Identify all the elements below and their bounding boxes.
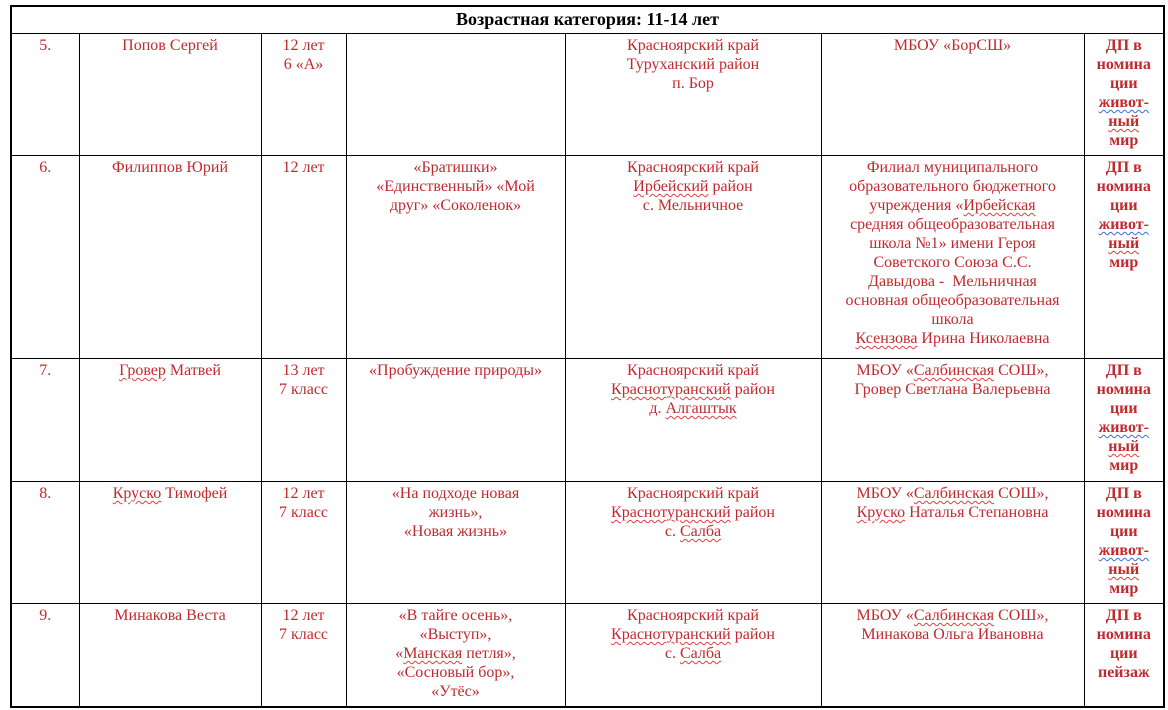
cell-line	[14, 36, 77, 55]
participants-table	[10, 5, 1165, 708]
spellcheck-red-squiggle: ный	[1108, 438, 1140, 455]
cell-line	[1087, 380, 1162, 399]
cell-line	[1087, 522, 1162, 541]
text-segment: «На подходе новая	[391, 485, 520, 502]
spellcheck-red-squiggle: Салбинская	[913, 607, 995, 624]
cell-works	[346, 359, 565, 482]
document-page	[10, 5, 1165, 708]
cell-number	[11, 604, 79, 707]
text-segment: «Сосновый бор»,	[396, 664, 515, 681]
text-segment: с.	[664, 645, 680, 662]
table-row	[11, 604, 1164, 707]
cell-line	[824, 215, 1082, 234]
cell-school	[821, 34, 1084, 156]
text-segment: 9.	[39, 607, 52, 624]
cell-line	[1087, 112, 1162, 131]
cell-name	[79, 156, 261, 359]
text-segment: 7 класс	[278, 626, 329, 643]
text-segment: МБОУ «	[856, 607, 914, 624]
cell-line	[82, 484, 259, 503]
cell-line	[82, 361, 259, 380]
text-segment: номина	[1096, 626, 1151, 643]
cell-line	[82, 36, 259, 55]
text-segment: ции	[1109, 645, 1138, 662]
cell-line	[824, 36, 1082, 55]
cell-line	[1087, 215, 1162, 234]
table-body	[11, 34, 1164, 707]
cell-line	[568, 158, 819, 177]
spellcheck-red-squiggle: Краснотуранский	[611, 504, 731, 521]
cell-line	[824, 329, 1082, 348]
spellcheck-blue-squiggle: живот-	[1098, 542, 1149, 559]
cell-line	[1087, 361, 1162, 380]
cell-line	[264, 625, 344, 644]
age-category-header: Возрастная категория: 11-14 лет	[11, 6, 1164, 34]
cell-number	[11, 359, 79, 482]
cell-line	[1087, 158, 1162, 177]
cell-award	[1084, 156, 1164, 359]
cell-line	[264, 55, 344, 74]
text-segment: Красноярский край	[627, 485, 759, 502]
text-segment: мир	[1109, 254, 1139, 271]
spellcheck-red-squiggle: Ксензова	[855, 330, 918, 347]
cell-line	[349, 361, 563, 380]
cell-line	[1087, 579, 1162, 598]
cell-line	[568, 177, 819, 196]
text-segment: «Пробуждение природы»	[369, 362, 542, 379]
text-segment: 12 лет	[282, 485, 325, 502]
cell-territory	[565, 359, 821, 482]
text-segment: ДП в	[1105, 485, 1142, 502]
cell-territory	[565, 482, 821, 604]
text-segment: 7 класс	[278, 504, 329, 521]
cell-line	[824, 291, 1082, 310]
cell-line	[1087, 456, 1162, 475]
text-segment: образовательного бюджетного	[849, 178, 1056, 195]
cell-number	[11, 482, 79, 604]
spellcheck-red-squiggle: ный	[1108, 561, 1140, 578]
text-segment: Красноярский край	[627, 607, 759, 624]
cell-line	[1087, 93, 1162, 112]
cell-line	[824, 503, 1082, 522]
text-segment: мир	[1109, 132, 1139, 149]
cell-line	[568, 522, 819, 541]
cell-line	[14, 361, 77, 380]
text-segment: ДП в	[1105, 362, 1142, 379]
spellcheck-red-squiggle: Гровер	[119, 362, 166, 379]
text-segment: Филиппов Юрий	[112, 159, 228, 176]
cell-line	[1087, 177, 1162, 196]
text-segment: Наталья Степановна	[905, 504, 1049, 521]
cell-line	[14, 484, 77, 503]
text-segment: 5.	[39, 37, 52, 54]
text-segment: «Единственный» «Мой	[376, 178, 535, 195]
text-segment: мир	[1109, 580, 1139, 597]
text-segment: МБОУ «	[856, 362, 914, 379]
text-segment: СОШ»,	[994, 607, 1049, 624]
text-segment: «Выступ»,	[419, 626, 492, 643]
cell-line	[568, 484, 819, 503]
cell-line	[264, 380, 344, 399]
text-segment: 8.	[39, 485, 52, 502]
cell-line	[349, 158, 563, 177]
cell-award	[1084, 34, 1164, 156]
text-segment: ции	[1109, 197, 1138, 214]
cell-age-class	[261, 359, 346, 482]
cell-territory	[565, 34, 821, 156]
text-segment: ции	[1109, 523, 1138, 540]
text-segment: 13 лет	[282, 362, 325, 379]
cell-line	[824, 234, 1082, 253]
text-segment: номина	[1096, 381, 1151, 398]
text-segment: средняя общеобразовательная	[850, 216, 1055, 233]
spellcheck-blue-squiggle: живот-	[1098, 94, 1149, 111]
text-segment: Советского Союза С.С.	[873, 254, 1032, 271]
text-segment: СОШ»,	[994, 485, 1049, 502]
cell-territory	[565, 156, 821, 359]
cell-works	[346, 482, 565, 604]
cell-line	[1087, 418, 1162, 437]
spellcheck-red-squiggle: Салба	[679, 645, 722, 662]
spellcheck-red-squiggle: Краснотуранский	[611, 381, 731, 398]
text-segment: район	[730, 626, 775, 643]
text-segment: Минакова Ольга Ивановна	[861, 626, 1044, 643]
cell-line	[568, 361, 819, 380]
cell-line	[349, 196, 563, 215]
cell-line	[1087, 74, 1162, 93]
text-segment: «В тайге осень»,	[398, 607, 513, 624]
cell-line	[824, 253, 1082, 272]
cell-line	[824, 380, 1082, 399]
cell-line	[264, 36, 344, 55]
text-segment: Попов Сергей	[122, 37, 218, 54]
cell-line	[1087, 253, 1162, 272]
text-segment: с. Мельничное	[642, 197, 744, 214]
text-segment: ДП в	[1105, 159, 1142, 176]
text-segment: Красноярский край	[627, 362, 759, 379]
spellcheck-red-squiggle: Ирбейский	[633, 178, 709, 195]
text-segment: Филиал муниципального	[866, 159, 1039, 176]
cell-name	[79, 604, 261, 707]
text-segment: «Утёс»	[431, 683, 480, 700]
text-segment: основная общеобразовательная	[845, 292, 1060, 309]
text-segment: МБОУ «	[856, 485, 914, 502]
table-header-row	[11, 6, 1164, 34]
text-segment: ДП в	[1105, 607, 1142, 624]
cell-line	[824, 158, 1082, 177]
cell-line	[349, 606, 563, 625]
text-segment: петля»,	[462, 645, 516, 662]
spellcheck-red-squiggle: Круско	[856, 504, 906, 521]
cell-age-class	[261, 34, 346, 156]
cell-line	[14, 158, 77, 177]
spellcheck-red-squiggle: ный	[1108, 113, 1140, 130]
text-segment: Давыдова - Мельничная	[868, 273, 1037, 290]
spellcheck-blue-squiggle: живот-	[1098, 419, 1149, 436]
cell-number	[11, 34, 79, 156]
cell-line	[1087, 541, 1162, 560]
text-segment: номина	[1096, 178, 1151, 195]
cell-line	[82, 158, 259, 177]
cell-age-class	[261, 482, 346, 604]
cell-line	[1087, 36, 1162, 55]
cell-works	[346, 156, 565, 359]
cell-line	[1087, 234, 1162, 253]
text-segment: Красноярский край	[627, 37, 759, 54]
cell-line	[568, 503, 819, 522]
cell-school	[821, 359, 1084, 482]
cell-name	[79, 482, 261, 604]
cell-line	[264, 606, 344, 625]
cell-line	[1087, 503, 1162, 522]
text-segment: 6 «А»	[283, 56, 324, 73]
text-segment: п. Бор	[672, 75, 714, 92]
cell-line	[568, 74, 819, 93]
text-segment: Ирина Николаевна	[917, 330, 1050, 347]
cell-line	[1087, 484, 1162, 503]
cell-line	[568, 606, 819, 625]
text-segment: мир	[1109, 457, 1139, 474]
cell-line	[1087, 606, 1162, 625]
text-segment: 7 класс	[278, 381, 329, 398]
text-segment: Минакова Веста	[114, 607, 226, 624]
text-segment: учреждения «	[869, 197, 964, 214]
text-segment: друг» «Соколенок»	[389, 197, 522, 214]
cell-line	[824, 272, 1082, 291]
text-segment: школа	[931, 311, 974, 328]
text-segment: «Братишки»	[413, 159, 498, 176]
text-segment: район	[708, 178, 753, 195]
cell-school	[821, 604, 1084, 707]
cell-line	[824, 310, 1082, 329]
spellcheck-red-squiggle: Салбинская	[913, 485, 995, 502]
cell-award	[1084, 604, 1164, 707]
text-segment: д.	[649, 400, 666, 417]
text-segment: номина	[1096, 504, 1151, 521]
cell-name	[79, 34, 261, 156]
text-segment: 12 лет	[282, 37, 325, 54]
cell-line	[568, 36, 819, 55]
spellcheck-blue-squiggle: живот-	[1098, 216, 1149, 233]
cell-line	[1087, 560, 1162, 579]
cell-line	[349, 682, 563, 701]
cell-line	[349, 503, 563, 522]
cell-line	[1087, 55, 1162, 74]
cell-line	[568, 380, 819, 399]
text-segment: Гровер Светлана Валерьевна	[854, 381, 1051, 398]
text-segment: 7.	[39, 362, 52, 379]
cell-age-class	[261, 604, 346, 707]
spellcheck-red-squiggle: ный	[1108, 235, 1140, 252]
spellcheck-red-squiggle: Алгаштык	[665, 400, 737, 417]
text-segment: с.	[664, 523, 680, 540]
cell-line	[1087, 196, 1162, 215]
cell-works	[346, 604, 565, 707]
text-segment: номина	[1096, 56, 1151, 73]
text-segment: район	[730, 504, 775, 521]
cell-line	[349, 522, 563, 541]
cell-line	[1087, 644, 1162, 663]
spellcheck-red-squiggle: Салба	[679, 523, 722, 540]
cell-line	[264, 484, 344, 503]
cell-number	[11, 156, 79, 359]
text-segment: пейзаж	[1097, 664, 1150, 681]
cell-line	[1087, 437, 1162, 456]
cell-line	[568, 196, 819, 215]
table-row	[11, 156, 1164, 359]
cell-name	[79, 359, 261, 482]
cell-line	[568, 625, 819, 644]
cell-line	[568, 55, 819, 74]
text-segment: Туруханский район	[626, 56, 760, 73]
text-segment: «	[395, 645, 404, 662]
text-segment: Матвей	[165, 362, 221, 379]
cell-line	[349, 177, 563, 196]
table-row	[11, 359, 1164, 482]
cell-line	[824, 484, 1082, 503]
cell-line	[824, 606, 1082, 625]
text-segment: жизнь»,	[428, 504, 483, 521]
cell-line	[349, 625, 563, 644]
text-segment: Тимофей	[161, 485, 228, 502]
cell-award	[1084, 359, 1164, 482]
table-row	[11, 34, 1164, 156]
cell-line	[1087, 131, 1162, 150]
cell-line	[264, 503, 344, 522]
cell-line	[824, 361, 1082, 380]
cell-line	[349, 663, 563, 682]
text-segment: ДП в	[1105, 37, 1142, 54]
cell-school	[821, 482, 1084, 604]
cell-territory	[565, 604, 821, 707]
spellcheck-red-squiggle: Ирбейская	[963, 197, 1036, 214]
cell-line	[349, 484, 563, 503]
text-segment: ции	[1109, 400, 1138, 417]
cell-school	[821, 156, 1084, 359]
cell-line	[568, 399, 819, 418]
spellcheck-red-squiggle: Круско	[112, 485, 162, 502]
table-row	[11, 482, 1164, 604]
cell-line	[264, 361, 344, 380]
cell-award	[1084, 482, 1164, 604]
spellcheck-red-squiggle: Краснотуранский	[611, 626, 731, 643]
cell-line	[824, 177, 1082, 196]
cell-line	[824, 196, 1082, 215]
cell-age-class	[261, 156, 346, 359]
text-segment: 6.	[39, 159, 52, 176]
cell-line	[14, 606, 77, 625]
text-segment: «Новая жизнь»	[403, 523, 508, 540]
text-segment: Красноярский край	[627, 159, 759, 176]
text-segment: школа №1» имени Героя	[869, 235, 1036, 252]
text-segment: 12 лет	[282, 159, 325, 176]
cell-line	[82, 606, 259, 625]
text-segment: 12 лет	[282, 607, 325, 624]
cell-line	[1087, 663, 1162, 682]
text-segment: ции	[1109, 75, 1138, 92]
cell-line	[568, 644, 819, 663]
spellcheck-red-squiggle: Салбинская	[913, 362, 995, 379]
text-segment: район	[730, 381, 775, 398]
cell-line	[1087, 399, 1162, 418]
cell-line	[1087, 625, 1162, 644]
cell-line	[264, 158, 344, 177]
spellcheck-red-squiggle: Манская	[403, 645, 463, 662]
text-segment: СОШ»,	[994, 362, 1049, 379]
cell-works	[346, 34, 565, 156]
cell-line	[824, 625, 1082, 644]
cell-line	[349, 644, 563, 663]
text-segment: МБОУ «БорСШ»	[893, 37, 1012, 54]
